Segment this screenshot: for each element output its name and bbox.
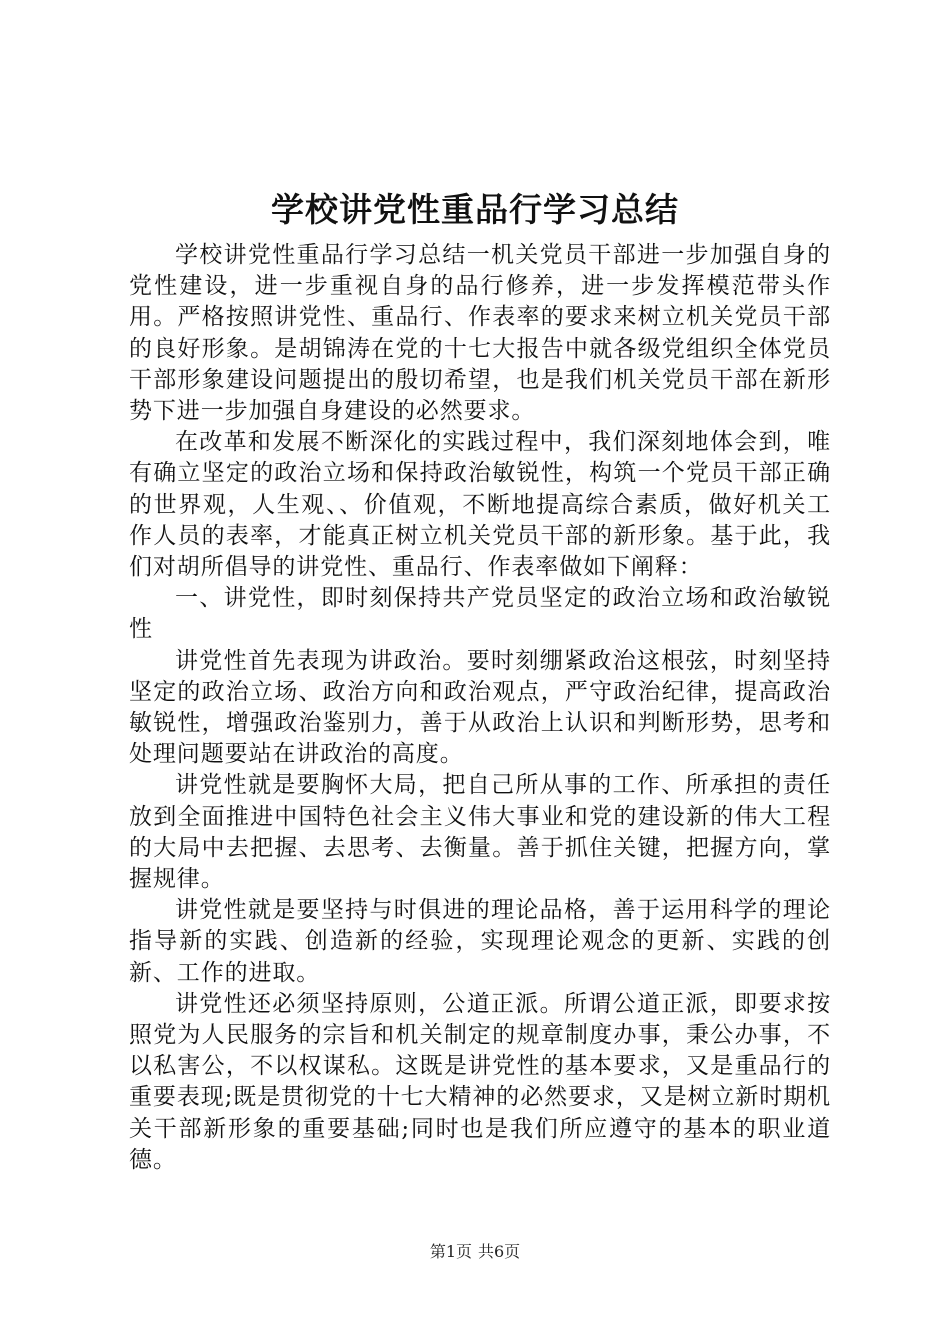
page-total: 共6页 — [478, 1242, 521, 1261]
document-body — [129, 240, 831, 1176]
paragraph: 讲党性就是要坚持与时俱进的理论品格，善于运用科学的理论指导新的实践、创造新的经验，实现理论观念的更新、实践的创新、工作的进取。 — [129, 897, 831, 986]
page-footer — [0, 1240, 950, 1264]
paragraph: 讲党性就是要胸怀大局，把自己所从事的工作、所承担的责任放到全面推进中国特色社会主义伟大事业和党的建设新的伟大工程的大局中去把握、去思考、去衡量。善于抓住关键，把握方向，掌握规律。 — [129, 772, 831, 893]
section-heading: 一、讲党性，即时刻保持共产党员坚定的政治立场和政治敏锐性 — [129, 585, 831, 643]
document-title: 学校讲党性重品行学习总结 — [271, 190, 679, 229]
paragraph: 学校讲党性重品行学习总结一机关党员干部进一步加强自身的党性建设，进一步重视自身的品行修养，进一步发挥模范带头作用。严格按照讲党性、重品行、作表率的要求来树立机关党员干部的良好形象。是胡锦涛在党的十七大报告中就各级党组织全体党员干部形象建设问题提出的殷切希望，也是我们机关党员干部在新形势下进一步加强自身建设的必然要求。 — [129, 242, 831, 425]
paragraph: 讲党性还必须坚持原则，公道正派。所谓公道正派，即要求按照党为人民服务的宗旨和机关制定的规章制度办事，秉公办事，不以私害公，不以权谋私。这既是讲党性的基本要求，又是重品行的重要表现;既是贯彻党的十七大精神的必然要求，又是树立新时期机关干部新形象的重要基础;同时也是我们所应遵守的基本的职业道德。 — [129, 990, 831, 1173]
paragraph: 在改革和发展不断深化的实践过程中，我们深刻地体会到，唯有确立坚定的政治立场和保持政治敏锐性，构筑一个党员干部正确的世界观，人生观、、价值观，不断地提高综合素质，做好机关工作人员的表率，才能真正树立机关党员干部的新形象。基于此，我们对胡所倡导的讲党性、重品行、作表率做如下阐释： — [129, 429, 831, 581]
page-number: 第1页 — [429, 1242, 472, 1261]
paragraph: 讲党性首先表现为讲政治。要时刻绷紧政治这根弦，时刻坚持坚定的政治立场、政治方向和政治观点，严守政治纪律，提高政治敏锐性，增强政治鉴别力，善于从政治上认识和判断形势，思考和处理问题要站在讲政治的高度。 — [129, 647, 831, 768]
